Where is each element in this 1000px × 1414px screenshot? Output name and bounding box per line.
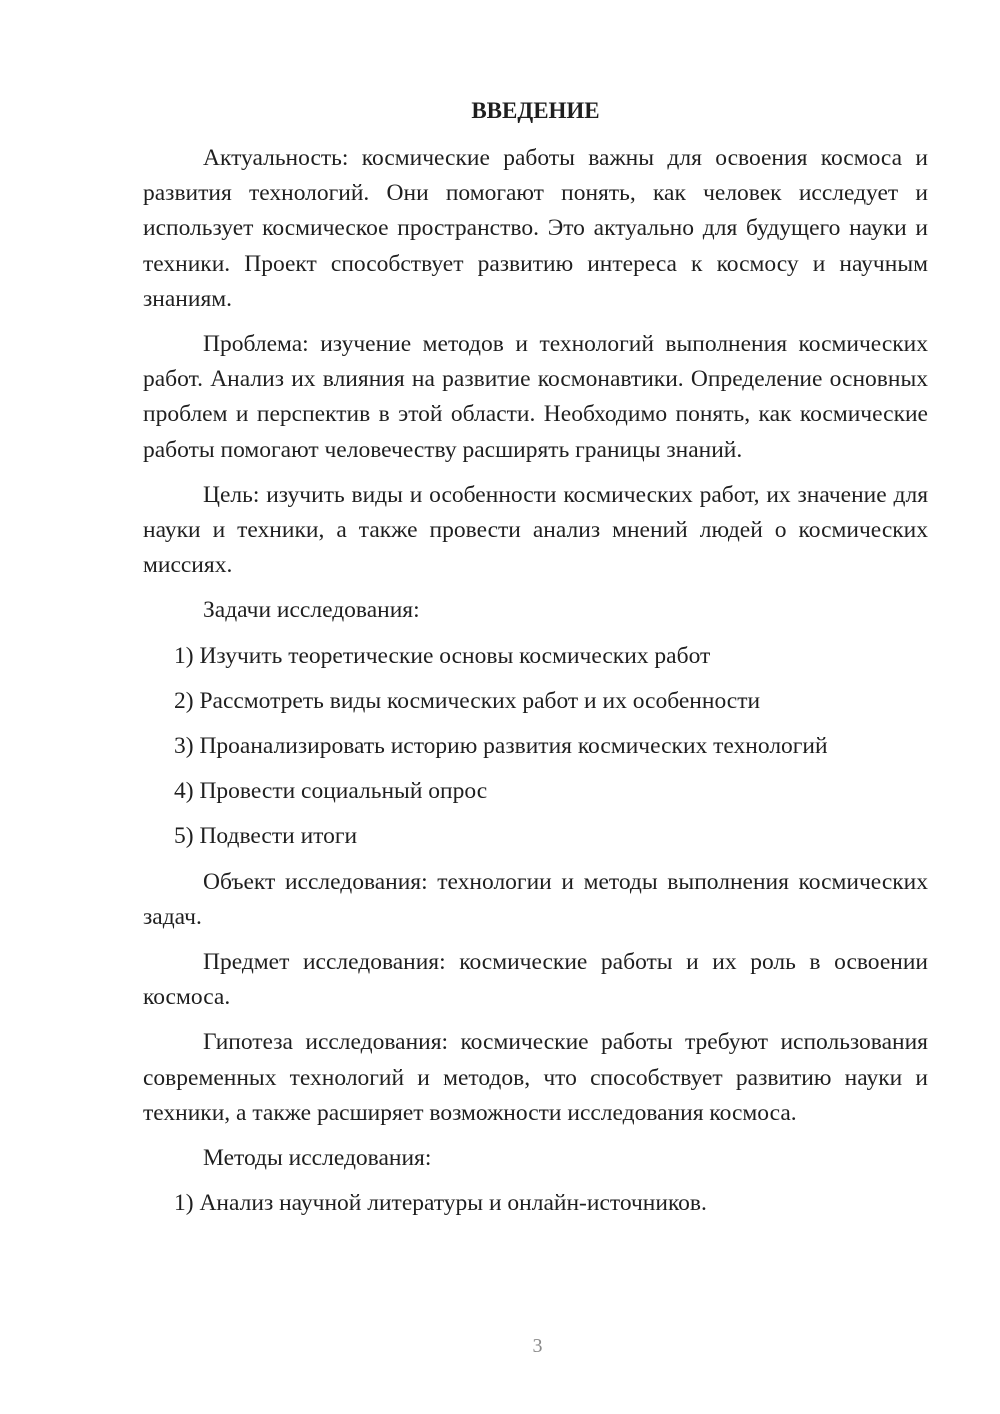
page-title: ВВЕДЕНИЕ — [471, 98, 600, 123]
problem-paragraph: Проблема: изучение методов и технологий выполнения космических работ. Анализ их влияния на развитие космонавтики. Определение основных проблем и перспектив в этой области. Необходимо понять, как космические работы помогают человечеству расширять границы знаний. — [143, 331, 928, 463]
subject-paragraph: Предмет исследования: космические работы и их роль в освоении космоса. — [143, 949, 928, 1011]
relevance-paragraph: Актуальность: космические работы важны для освоения космоса и развития технологий. Они помогают понять, как человек исследует и использует космическое пространство. Это актуально для будущего науки и техники. Проект способствует развитию интереса к космосу и научным знаниям. — [143, 145, 928, 312]
tasks-heading: Задачи исследования: — [203, 597, 420, 624]
task-item: 1) Изучить теоретические основы космических работ — [174, 642, 711, 669]
task-item: 5) Подвести итоги — [174, 823, 358, 850]
page-number: 3 — [532, 1335, 543, 1357]
task-item: 3) Проанализировать историю развития космических технологий — [174, 733, 828, 760]
task-item: 4) Провести социальный опрос — [174, 778, 488, 805]
hypothesis-paragraph: Гипотеза исследования: космические работы требуют использования современных технологий и методов, что способствует развитию науки и техники, а также расширяет возможности исследования космоса. — [143, 1029, 928, 1126]
object-paragraph: Объект исследования: технологии и методы выполнения космических задач. — [143, 868, 928, 930]
task-item: 2) Рассмотреть виды космических работ и их особенности — [174, 687, 761, 714]
goal-paragraph: Цель: изучить виды и особенности космических работ, их значение для науки и техники, а также провести анализ мнений людей о космических миссиях. — [143, 481, 928, 579]
page-content — [143, 93, 928, 1231]
methods-heading: Методы исследования: — [203, 1145, 432, 1172]
method-item: 1) Анализ научной литературы и онлайн-источников. — [174, 1190, 707, 1217]
